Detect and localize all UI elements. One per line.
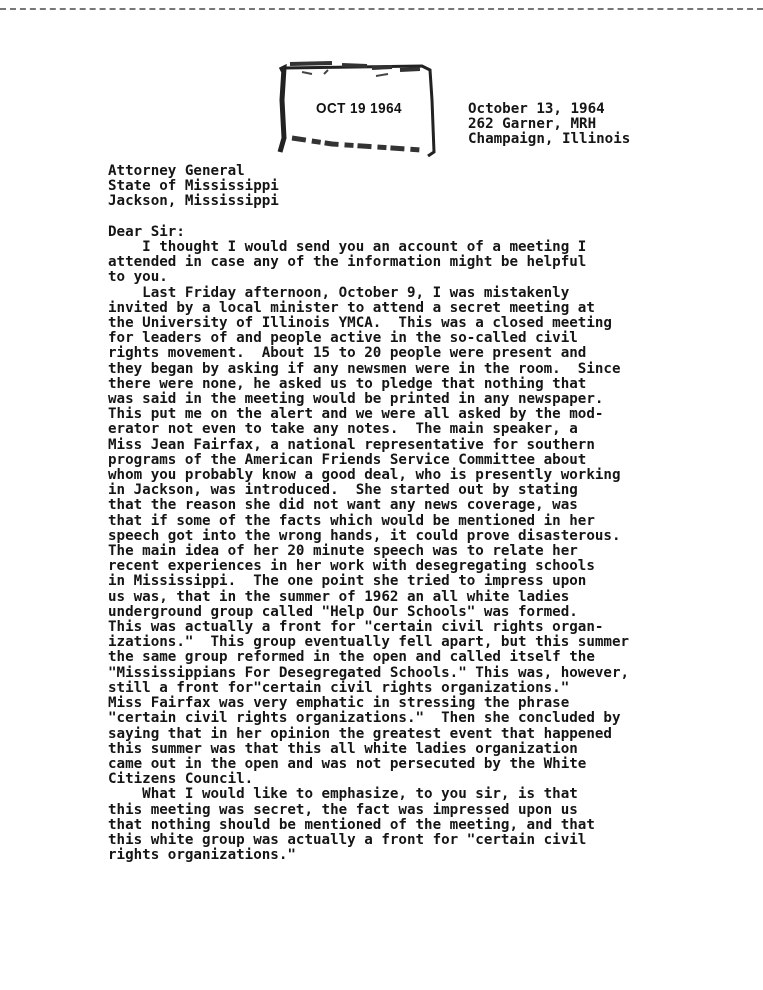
text-line: still a front for"certain civil rights organizations.": [108, 679, 570, 696]
text-line: that the reason she did not want any news coverage, was: [108, 497, 578, 514]
text-line: saying that in her opinion the greatest event that happened: [108, 725, 612, 742]
text-line: Jackson, Mississippi: [108, 193, 279, 210]
text-line: underground group called "Help Our Schools" was formed.: [108, 603, 578, 620]
text-line: This put me on the alert and we were all asked by the mod-: [108, 406, 604, 423]
text-line: came out in the open and was not persecuted by the White: [108, 755, 587, 772]
text-line: erator not even to take any notes. The main speaker, a: [108, 421, 578, 438]
salutation: Dear Sir:: [108, 224, 185, 240]
text-line: recent experiences in her work with desegregating schools: [108, 558, 595, 575]
text-line: that nothing should be mentioned of the meeting, and that: [108, 816, 595, 833]
text-line: that if some of the facts which would be mentioned in her: [108, 512, 595, 529]
text-line: izations." This group eventually fell apart, but this summer: [108, 634, 630, 651]
text-line: State of Mississippi: [108, 178, 279, 195]
text-line: for leaders of and people active in the so-called civil: [108, 330, 578, 347]
text-line: What I would like to emphasize, to you sir, is that: [108, 786, 578, 803]
text-line: this white group was actually a front for "certain civil: [108, 831, 587, 848]
text-line: This was actually a front for "certain civil rights organ-: [108, 619, 604, 636]
text-line: whom you probably know a good deal, who is presently working: [108, 467, 621, 484]
text-line: attended in case any of the information might be helpful: [108, 254, 587, 271]
text-line: to you.: [108, 269, 168, 286]
text-line: The main idea of her 20 minute speech was to relate her: [108, 543, 578, 560]
text-line: speech got into the wrong hands, it could prove disasterous.: [108, 527, 621, 544]
letter-body: [108, 240, 629, 863]
text-line: Last Friday afternoon, October 9, I was mistakenly: [108, 284, 570, 301]
page-top-edge: [0, 0, 763, 10]
text-line: "certain civil rights organizations." Then she concluded by: [108, 710, 621, 727]
text-line: they began by asking if any newsmen were in the room. Since: [108, 360, 621, 377]
received-stamp: [272, 60, 447, 160]
text-line: the same group reformed in the open and called itself the: [108, 649, 595, 666]
text-line: I thought I would send you an account of a meeting I: [108, 239, 587, 255]
inside-address: [108, 164, 279, 210]
text-line: Miss Jean Fairfax, a national representative for southern: [108, 436, 595, 453]
text-line: there were none, he asked us to pledge that nothing that: [108, 375, 587, 392]
text-line: this meeting was secret, the fact was impressed upon us: [108, 801, 578, 818]
text-line: Champaign, Illinois: [468, 131, 631, 148]
text-line: Attorney General: [108, 163, 245, 179]
text-line: October 13, 1964: [468, 101, 605, 117]
return-address: [468, 102, 630, 148]
text-line: rights movement. About 15 to 20 people were present and: [108, 345, 587, 362]
text-line: this summer was that this all white ladies organization: [108, 740, 578, 757]
text-line: "Mississippians For Desegregated Schools." This was, however,: [108, 664, 630, 681]
text-line: programs of the American Friends Service Committee about: [108, 451, 587, 468]
text-line: Citizens Council.: [108, 771, 254, 788]
text-line: the University of Illinois YMCA. This was a closed meeting: [108, 315, 612, 332]
text-line: in Jackson, was introduced. She started out by stating: [108, 482, 578, 499]
text-line: in Mississippi. The one point she tried to impress upon: [108, 573, 587, 590]
text-line: Miss Fairfax was very emphatic in stressing the phrase: [108, 695, 570, 712]
text-line: us was, that in the summer of 1962 an all white ladies: [108, 588, 570, 605]
text-line: 262 Garner, MRH: [468, 116, 597, 133]
text-line: was said in the meeting would be printed in any newspaper.: [108, 391, 604, 408]
text-line: invited by a local minister to attend a secret meeting at: [108, 299, 595, 316]
text-line: rights organizations.": [108, 847, 296, 864]
stamp-date: OCT 19 1964: [316, 100, 403, 117]
